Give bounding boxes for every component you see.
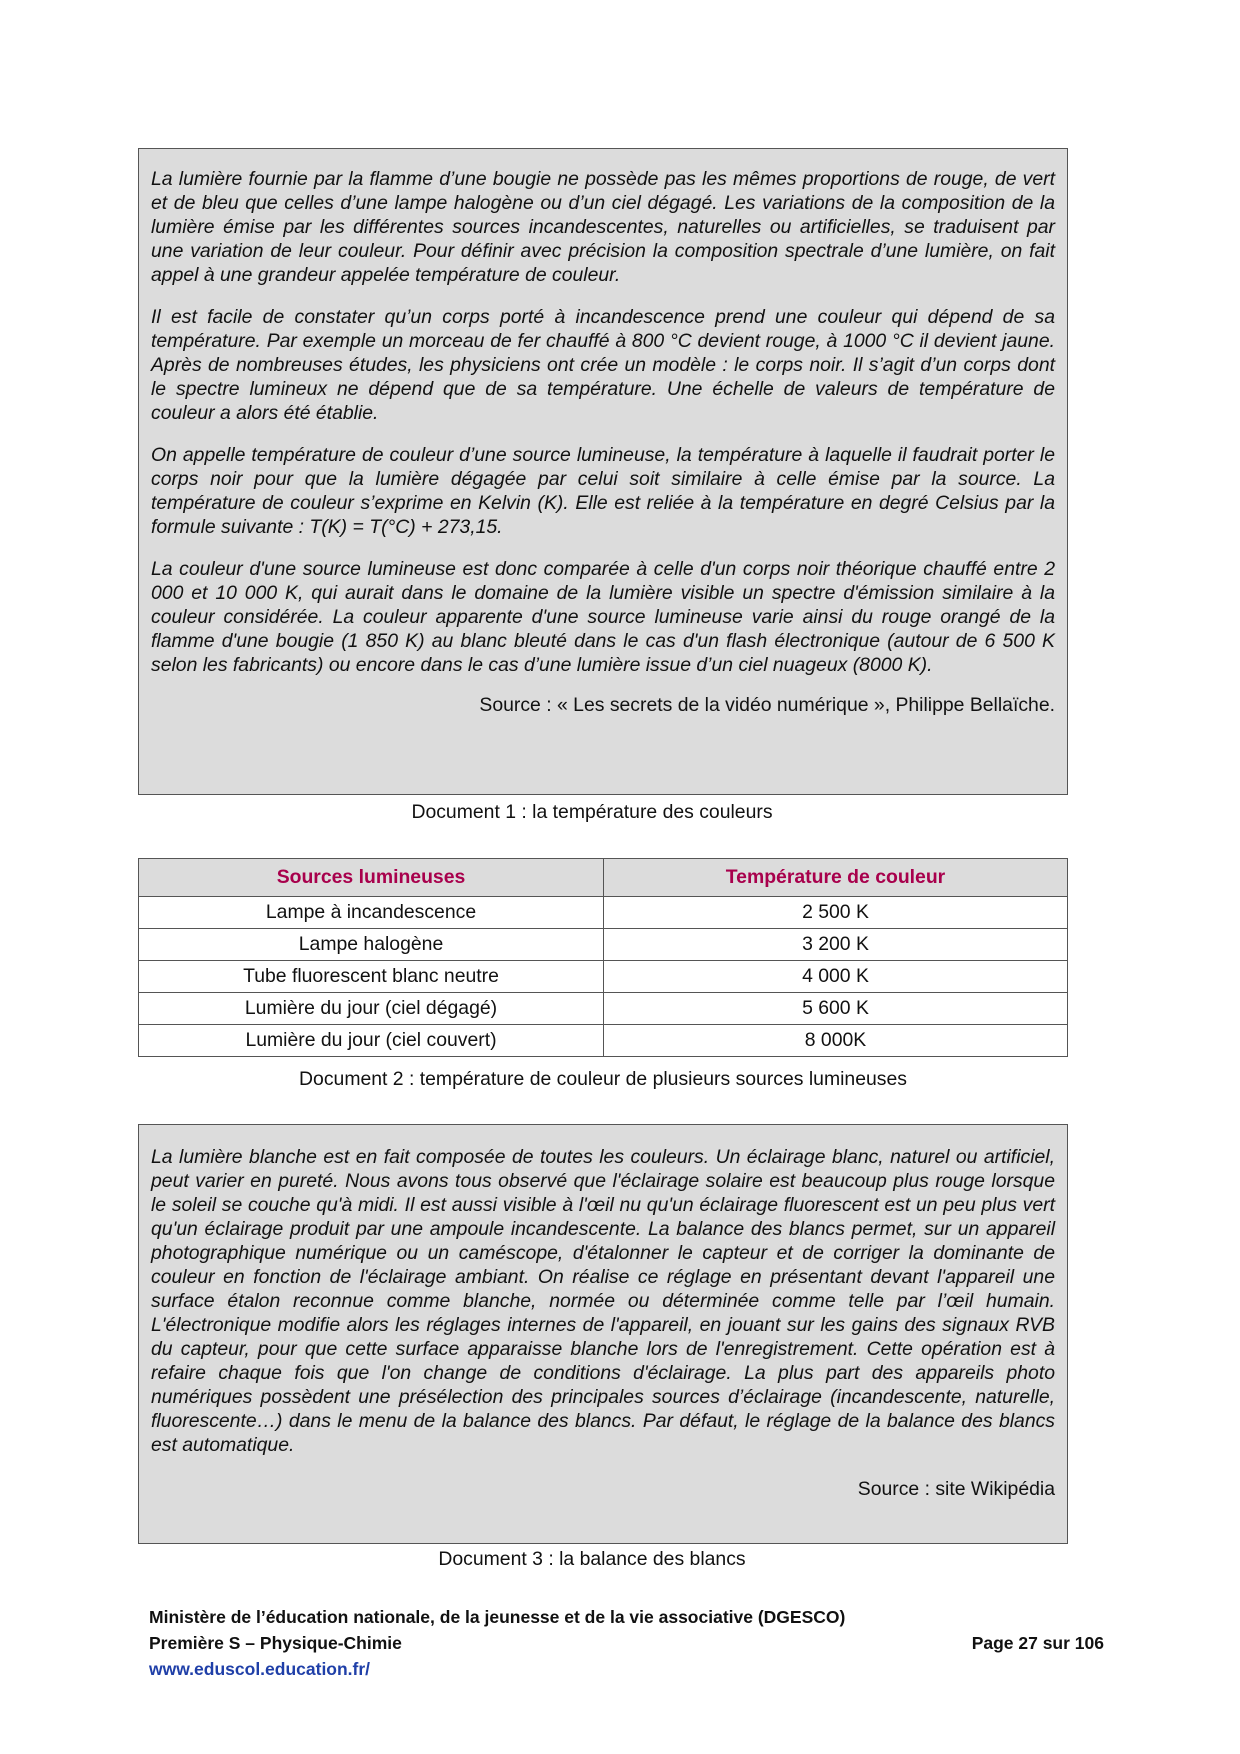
footer-url-link[interactable]: www.eduscol.education.fr/: [149, 1659, 371, 1679]
footer-course: Première S – Physique-Chimie: [149, 1633, 402, 1653]
source-cell: Lumière du jour (ciel couvert): [139, 1025, 604, 1057]
temperature-cell: 8 000K: [604, 1025, 1068, 1057]
doc1-paragraph-4: La couleur d'une source lumineuse est donc comparée à celle d'un corps noir théorique chauffé entre 2 000 et 10 000 K, qui aurait dans le domaine de la lumière visible un spectre d'émission similaire à la couleur considérée. La couleur apparente d'une source lumineuse varie ainsi du rouge orangé de la flamme d'une bougie (1 850 K) au blanc bleuté dans le cas d'un flash électronique (autour de 6 500 K selon les fabricants) ou encore dans le cas d’une lumière issue d’un ciel nuageux (8000 K).: [151, 558, 1055, 676]
doc3-source: Source : site Wikipédia: [857, 1478, 1055, 1500]
doc1-paragraph-2: Il est facile de constater qu’un corps porté à incandescence prend une couleur qui dépend de sa température. Par exemple un morceau de fer chauffé à 800 °C devient rouge, à 1000 °C il devient jaune. Après de nombreuses études, les physiciens ont crée un modèle : le corps noir. Il s’agit d’un corps dont le spectre lumineux ne dépend que de sa température. Une échelle de valeurs de température de couleur a alors été établie.: [151, 306, 1055, 424]
source-cell: Lampe halogène: [139, 929, 604, 961]
doc1-paragraph-3: On appelle température de couleur d’une source lumineuse, la température à laquelle il faudrait porter le corps noir pour que la lumière dégagée par celui soit similaire à celle émise par la source. La température de couleur s’exprime en Kelvin (K). Elle est reliée à la température en degré Celsius par la formule suivante : T(K) = T(°C) + 273,15.: [151, 444, 1055, 538]
doc1-source: Source : « Les secrets de la vidéo numérique », Philippe Bellaïche.: [479, 694, 1055, 716]
document-3-box: [138, 1124, 1068, 1544]
page-footer: [149, 1604, 1104, 1682]
source-cell: Lumière du jour (ciel dégagé): [139, 993, 604, 1025]
table-row: [139, 993, 1068, 1025]
table-row: [139, 897, 1068, 929]
doc1-paragraph-1: La lumière fournie par la flamme d’une bougie ne possède pas les mêmes proportions de rouge, de vert et de bleu que celles d’une lampe halogène ou d’un ciel dégagé. Les variations de la composition de la lumière émise par les différentes sources incandescentes, naturelles ou artificielles, se traduisent par une variation de leur couleur. Pour définir avec précision la composition spectrale d’une lumière, on fait appel à une grandeur appelée température de couleur.: [151, 168, 1055, 286]
doc3-paragraph: La lumière blanche est en fait composée de toutes les couleurs. Un éclairage blanc, naturel ou artificiel, peut varier en pureté. Nous avons tous observé que l'éclairage solaire est beaucoup plus rouge lorsque le soleil se couche qu'à midi. Il est aussi visible à l'œil nu qu'un éclairage fluorescent est un peu plus vert qu'un éclairage produit par une ampoule incandescente. La balance des blancs permet, sur un appareil photographique numérique ou un caméscope, d'étalonner le capteur et de corriger la dominante de couleur en fonction de l'éclairage ambiant. On réalise ce réglage en présentant devant l'appareil une surface étalon reconnue comme blanche, normée ou déterminée comme telle par l’œil humain. L'électronique modifie alors les réglages internes de l'appareil, en jouant sur les gains des signaux RVB du capteur, pour que cette surface apparaisse blanche lors de l'enregistrement. Cette opération est à refaire chaque fois que l'on change de conditions d'éclairage. La plus part des appareils photo numériques possèdent une présélection des principales sources d’éclairage (incandescente, naturelle, fluorescente…) dans le menu de la balance des blancs. Par défaut, le réglage de la balance des blancs est automatique.: [151, 1146, 1055, 1456]
header-sources: Sources lumineuses: [139, 859, 604, 897]
temperature-cell: 5 600 K: [604, 993, 1068, 1025]
header-temperature: Température de couleur: [604, 859, 1068, 897]
source-cell: Lampe à incandescence: [139, 897, 604, 929]
doc3-caption: Document 3 : la balance des blancs: [438, 1548, 746, 1570]
table-row: [139, 961, 1068, 993]
footer-ministry: Ministère de l’éducation nationale, de la jeunesse et de la vie associative (DGESCO): [149, 1607, 846, 1627]
doc1-caption: Document 1 : la température des couleurs: [411, 801, 773, 823]
temperature-cell: 2 500 K: [604, 897, 1068, 929]
source-cell: Tube fluorescent blanc neutre: [139, 961, 604, 993]
footer-page-number: Page 27 sur 106: [971, 1633, 1104, 1653]
color-temperature-table: [138, 858, 1068, 1057]
table-header-row: [139, 859, 1068, 897]
doc2-caption: Document 2 : température de couleur de plusieurs sources lumineuses: [299, 1068, 907, 1090]
table-row: [139, 1025, 1068, 1057]
document-1-box: [138, 148, 1068, 795]
temperature-cell: 3 200 K: [604, 929, 1068, 961]
table-row: [139, 929, 1068, 961]
temperature-cell: 4 000 K: [604, 961, 1068, 993]
